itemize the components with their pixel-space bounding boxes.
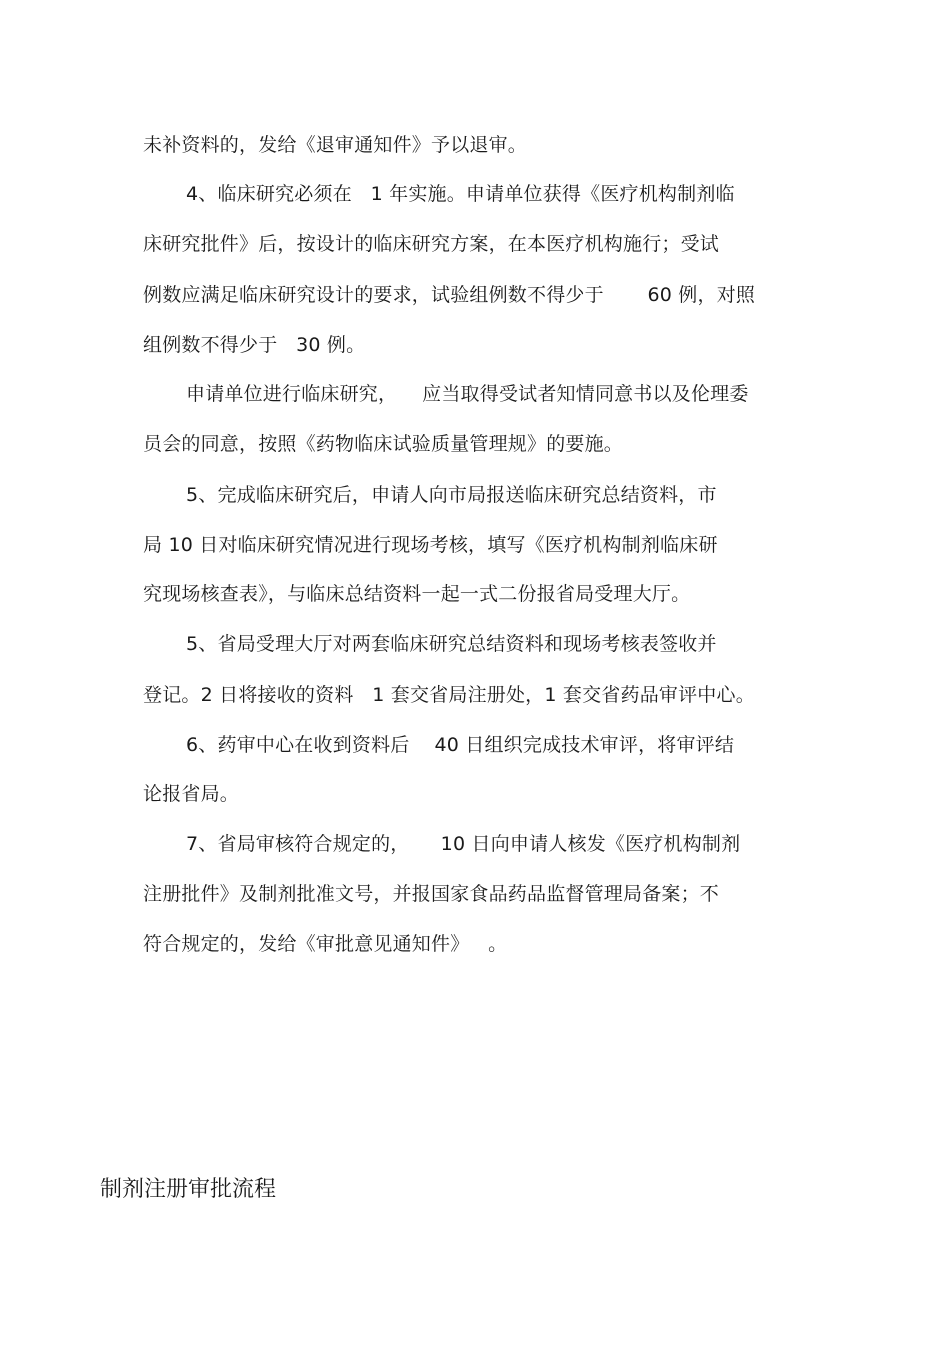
body-text-line: 论报省局。 (143, 783, 240, 805)
body-text-line: 登记。2 日将接收的资料 1 套交省局注册处，1 套交省药品审评中心。 (143, 684, 755, 706)
body-text-line: 员会的同意，按照《药物临床试验质量管理规》的要施。 (143, 433, 624, 455)
body-text-line: 局 10 日对临床研究情况进行现场考核，填写《医疗机构制剂临床研 (143, 534, 718, 556)
body-text-line: 未补资料的，发给《退审通知件》予以退审。 (143, 134, 528, 156)
body-text-line: 5、省局受理大厅对两套临床研究总结资料和现场考核表签收并 (186, 633, 717, 655)
body-text-line: 5、完成临床研究后，申请人向市局报送临床研究总结资料，市 (186, 484, 717, 506)
body-text-line: 4、临床研究必须在 1 年实施。申请单位获得《医疗机构制剂临 (186, 183, 735, 205)
body-text-line: 例数应满足临床研究设计的要求，试验组例数不得少于 60 例，对照 (143, 284, 756, 306)
body-text-line: 组例数不得少于 30 例。 (143, 334, 366, 356)
body-text-line: 6、药审中心在收到资料后 40 日组织完成技术审评，将审评结 (186, 734, 735, 756)
body-text-line: 申请单位进行临床研究， 应当取得受试者知情同意书以及伦理委 (186, 383, 749, 405)
body-text-line: 床研究批件》后，按设计的临床研究方案，在本医疗机构施行；受试 (143, 233, 720, 255)
body-text-line: 注册批件》及制剂批准文号，并报国家食品药品监督管理局备案；不 (143, 883, 720, 905)
body-text-line: 究现场核查表》，与临床总结资料一起一式二份报省局受理大厅。 (143, 583, 691, 605)
body-text-line: 7、省局审核符合规定的， 10 日向申请人核发《医疗机构制剂 (186, 833, 741, 855)
body-text-line: 符合规定的，发给《审批意见通知件》 。 (143, 933, 508, 955)
section-heading: 制剂注册审批流程 (100, 1177, 277, 1202)
